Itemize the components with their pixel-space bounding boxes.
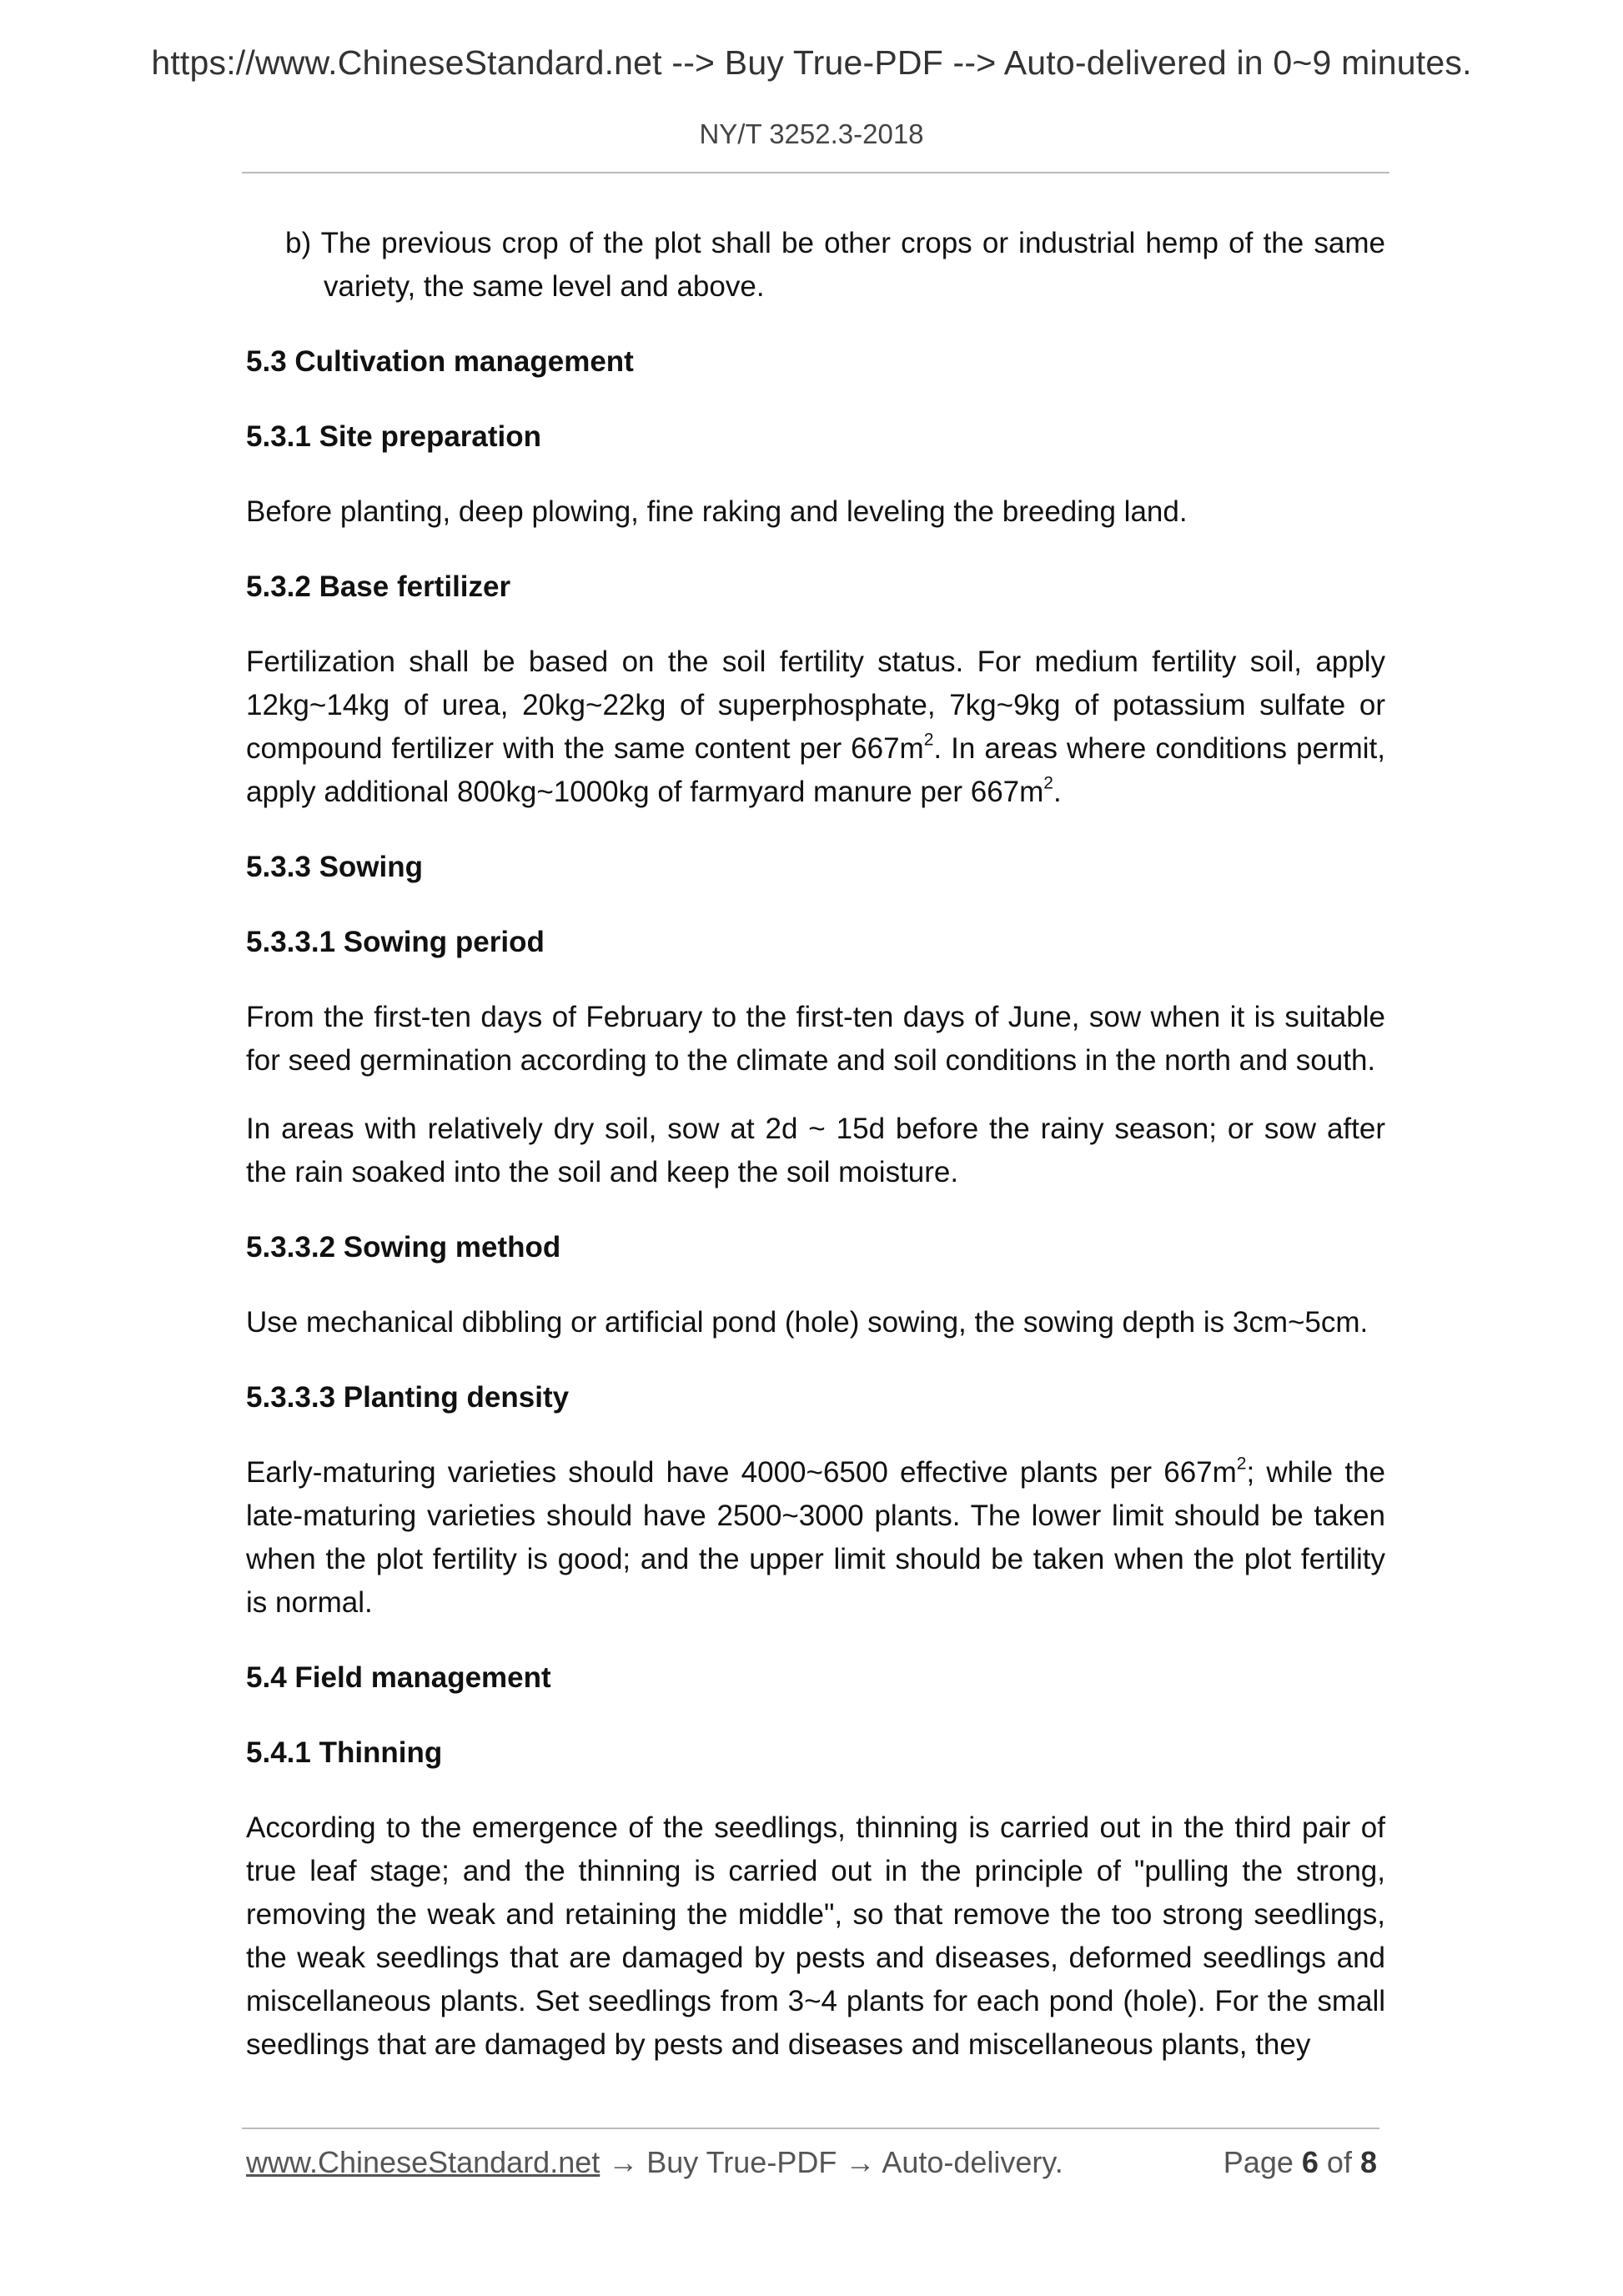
page-total: 8 xyxy=(1359,2145,1377,2179)
heading-5-3: 5.3 Cultivation management xyxy=(246,345,634,378)
paragraph-5-4-1: According to the emergence of the seedlings, thinning is carried out in the third pair of true leaf stage; and the thinning is carried out in the principle of "pulling the strong, removing the weak and retaining the middle", so that remove the too strong seedlings, the weak seedlings that are damaged by pests and diseases, deformed seedlings and miscellaneous plants. Set seedlings from 3~4 plants for each pond (hole). For the small seedlings that are damaged by pests and diseases and miscellaneous plants, they xyxy=(246,1811,1385,2061)
top-banner: https://www.ChineseStandard.net --> Buy True-PDF --> Auto-delivered in 0~9 minutes. xyxy=(151,43,1472,82)
superscript: 2 xyxy=(1236,1454,1247,1474)
heading-5-3-3: 5.3.3 Sowing xyxy=(246,851,423,883)
list-item-b-line1: b) The previous crop of the plot shall be other crops or industrial hemp of the same xyxy=(285,227,1385,259)
of-label: of xyxy=(1326,2145,1352,2179)
heading-5-3-3-2: 5.3.3.2 Sowing method xyxy=(246,1231,561,1264)
paragraph-5-3-3-1-a: From the first-ten days of February to the first-ten days of June, sow when it is suitable for seed germination according to the climate and soil conditions in the north and south. xyxy=(246,1001,1385,1077)
footer-divider xyxy=(242,2128,1379,2129)
list-item-b-line2: variety, the same level and above. xyxy=(324,270,765,303)
paragraph-5-3-2 xyxy=(246,641,1385,814)
paragraph-5-3-1: Before planting, deep plowing, fine raking and leveling the breeding land. xyxy=(246,495,1188,528)
heading-5-3-3-1: 5.3.3.1 Sowing period xyxy=(246,926,545,958)
superscript: 2 xyxy=(923,730,934,750)
paragraph-5-3-3-3-text-a: Early-maturing varieties should have 4000~6500 effective plants per 667m xyxy=(246,1456,1237,1489)
page-current: 6 xyxy=(1301,2145,1319,2179)
heading-5-3-1: 5.3.1 Site preparation xyxy=(246,420,542,453)
paragraph-5-3-2-text-b: . In areas where conditions permit, apply additional 800kg~1000kg of farmyard manure per 667m xyxy=(246,732,1385,808)
footer-site-link[interactable]: www.ChineseStandard.net xyxy=(246,2145,600,2179)
header-divider xyxy=(242,172,1389,173)
list-item-b xyxy=(285,222,1385,309)
heading-5-4-1: 5.4.1 Thinning xyxy=(246,1736,443,1769)
standard-code-header: NY/T 3252.3-2018 xyxy=(699,118,924,149)
superscript: 2 xyxy=(1043,773,1053,793)
page-label: Page xyxy=(1223,2145,1294,2179)
document-body xyxy=(246,222,1385,2067)
paragraph-5-3-3-2: Use mechanical dibbling or artificial pond (hole) sowing, the sowing depth is 3cm~5cm. xyxy=(246,1306,1369,1339)
heading-5-4: 5.4 Field management xyxy=(246,1661,551,1694)
paragraph-5-3-3-3 xyxy=(246,1451,1385,1625)
footer-promo-text: → Buy True-PDF → Auto-delivery. xyxy=(600,2145,1063,2179)
page-number xyxy=(1224,2145,1377,2180)
heading-5-3-2: 5.3.2 Base fertilizer xyxy=(246,570,511,603)
paragraph-5-3-2-text-c: . xyxy=(1053,776,1062,808)
footer-left xyxy=(246,2145,1063,2180)
paragraph-5-3-3-1-b: In areas with relatively dry soil, sow at 2d ~ 15d before the rainy season; or sow after the rain soaked into the soil and keep the soil moisture. xyxy=(246,1113,1385,1188)
paragraph-5-3-3-3-text-b: ; while the late-maturing varieties should have 2500~3000 plants. The lower limit should be taken when the plot fertility is good; and the upper limit should be taken when the plot fertility is normal. xyxy=(246,1456,1385,1619)
paragraph-5-3-2-text-a: Fertilization shall be based on the soil fertility status. For medium fertility soil, apply 12kg~14kg of urea, 20kg~22kg of superphosphate, 7kg~9kg of potassium sulfate or compound fertilizer with the same content per 667m xyxy=(246,646,1385,765)
heading-5-3-3-3: 5.3.3.3 Planting density xyxy=(246,1381,570,1414)
